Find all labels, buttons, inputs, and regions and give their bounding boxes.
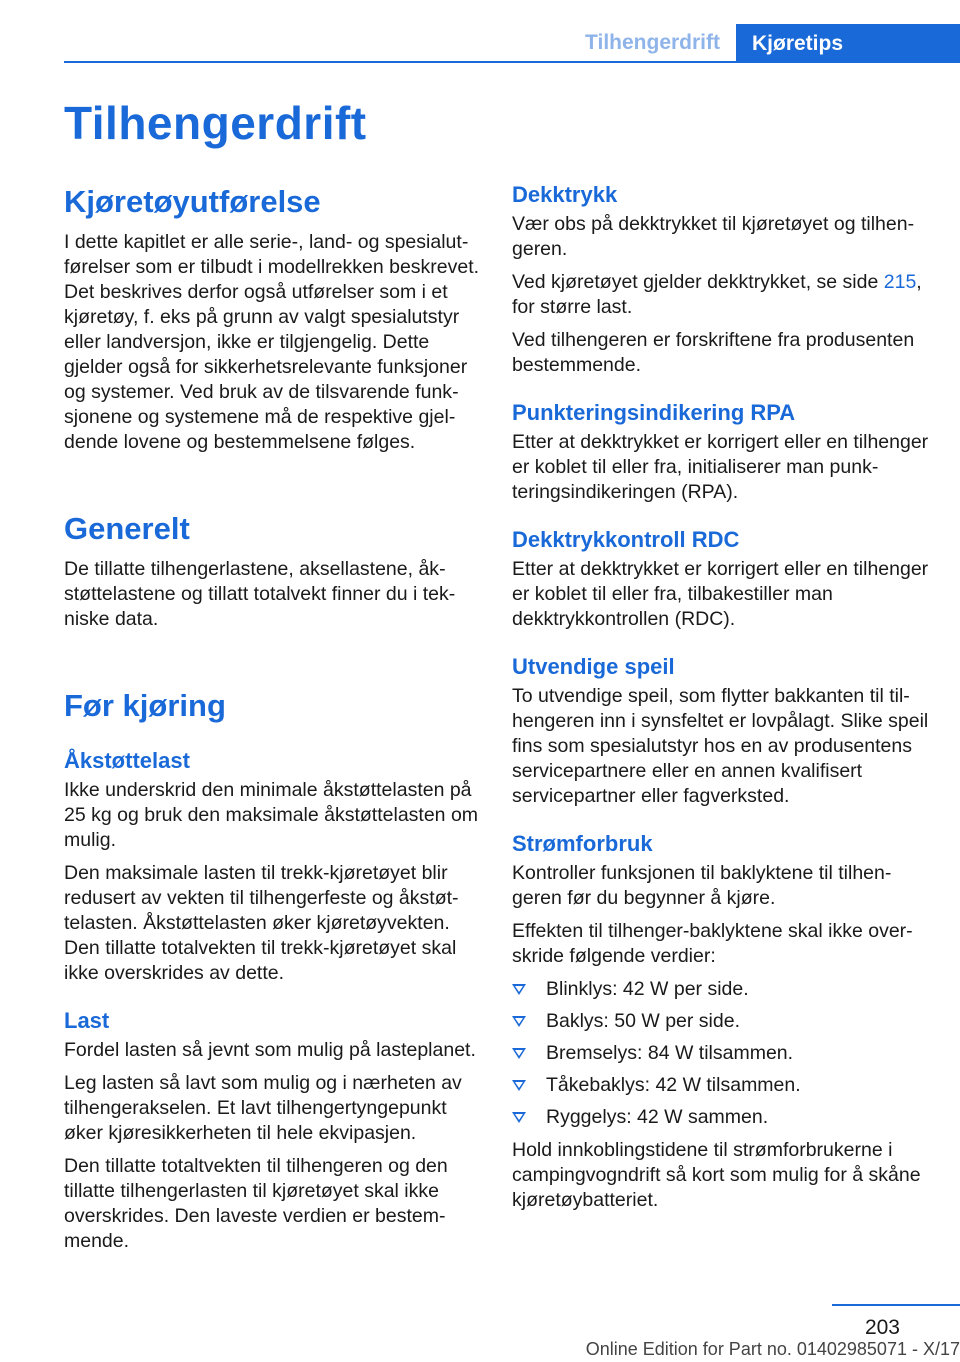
triangle-bullet-icon <box>512 1048 526 1059</box>
subheading-akstottelast: Åkstøttelast <box>64 748 190 773</box>
paragraph: Den maksimale lasten til trekk-kjøretøyet blir redusert av vekten til tilhengerfeste og åkstøttelasten. Åkstøttelasten øker kjøretøyvekten. Den tillatte totalvekten til trekk-kjøretøyet skal ikke overskrides av dette. <box>64 862 459 984</box>
edition-note: Online Edition for Part no. 01402985071 - X/17 <box>585 1339 960 1359</box>
subheading-dekktrykkontroll: Dekktrykkontroll RDC <box>512 527 740 552</box>
heading-generelt: Generelt <box>64 511 190 546</box>
list-item: Ryggelys: 42 W sammen. <box>512 1105 930 1130</box>
paragraph: I dette kapitlet er alle serie-, land- og spesialutførelser som er tilbudt i modellrekken beskrevet. Det beskrives derfor også utførelser som i et kjøretøy, f. eks på grunn av valgt spesialutstyr eller landversjon, ikke er tilgjengelig. Dette gjelder også for sikkerhetsrelevante funksjoner og systemer. Ved bruk av de tilsvarende funksjonene og systemene må de respektive gjeldende lovene og bestemmelsene følges. <box>64 231 480 453</box>
paragraph-text: , for større last. <box>512 271 922 318</box>
paragraph: Leg lasten så lavt som mulig og i nærheten av tilhengerakselen. Et lavt tilhengertyngepunkt øker kjøresikkerheten til hele ekvipasjen. <box>64 1072 462 1144</box>
list-item: Tåkebaklys: 42 W tilsammen. <box>512 1073 930 1098</box>
heading-for-kjoring: Før kjøring <box>64 688 226 723</box>
paragraph: To utvendige speil, som flytter bakkanten til tilhengeren inn i synsfeltet er lovpålagt. Slike speil fins som spesialutstyr hos en av produsentens servicepartnere eller en annen kvalifisert servicepartner eller fagverksted. <box>512 685 929 807</box>
page-title: Tilhengerdrift <box>64 97 367 149</box>
subheading-last: Last <box>64 1008 110 1033</box>
list-item: Baklys: 50 W per side. <box>512 1009 930 1034</box>
list-item: Bremselys: 84 W tilsammen. <box>512 1041 930 1066</box>
header-section-label: Tilhengerdrift <box>585 31 720 54</box>
triangle-bullet-icon <box>512 1080 526 1091</box>
paragraph: Ved tilhengeren er forskriftene fra produsenten bestemmende. <box>512 329 915 376</box>
subheading-punkteringsindikering: Punkteringsindikering RPA <box>512 400 796 425</box>
triangle-bullet-icon <box>512 1112 526 1123</box>
triangle-bullet-icon <box>512 1016 526 1027</box>
page-number: 203 <box>864 1316 900 1339</box>
paragraph: Etter at dekktrykket er korrigert eller en tilhenger er koblet til eller fra, tilbakestiller man dekktrykkontrollen (RDC). <box>512 558 929 630</box>
paragraph: Vær obs på dekktrykket til kjøretøyet og tilhengeren. <box>512 213 915 260</box>
list-item: Blinklys: 42 W per side. <box>512 977 930 1002</box>
header-chapter-tab: Kjøretips <box>736 24 960 63</box>
subheading-dekktrykk: Dekktrykk <box>512 182 618 207</box>
paragraph-text: Ved kjøretøyet gjelder dekktrykket, se side <box>512 271 884 293</box>
heading-kjoretoyutforelse: Kjøretøyutførelse <box>64 184 321 219</box>
paragraph-with-page-link <box>512 270 930 320</box>
page-reference-link[interactable]: 215 <box>883 271 917 293</box>
footer-rule <box>832 1304 960 1306</box>
power-limits-list <box>512 977 930 1130</box>
triangle-bullet-icon <box>512 984 526 995</box>
paragraph: Den tillatte totaltvekten til tilhengeren og den tillatte tilhengerlasten til kjøretøyet skal ikke overskrides. Den laveste verdien er bestemmende. <box>64 1155 448 1252</box>
right-column <box>512 180 930 1221</box>
paragraph: Kontroller funksjonen til baklyktene til tilhengeren før du begynner å kjøre. <box>512 862 892 909</box>
paragraph: Effekten til tilhenger-baklyktene skal ikke overskride følgende verdier: <box>512 920 913 967</box>
paragraph: De tillatte tilhengerlastene, aksellastene, åkstøttelastene og tillatt totalvekt finner du i tekniske data. <box>64 558 456 630</box>
paragraph: Hold innkoblingstidene til strømforbrukerne i campingvogndrift så kort som mulig for å skåne kjøretøybatteriet. <box>512 1139 921 1211</box>
subheading-stromforbruk: Strømforbruk <box>512 831 653 856</box>
paragraph: Fordel lasten så jevnt som mulig på lasteplanet. <box>64 1039 476 1061</box>
left-column <box>64 180 480 1262</box>
paragraph: Ikke underskrid den minimale åkstøttelasten på 25 kg og bruk den maksimale åkstøttelasten om mulig. <box>64 779 479 851</box>
paragraph: Etter at dekktrykket er korrigert eller en tilhenger er koblet til eller fra, initialiserer man punkteringsindikeringen (RPA). <box>512 431 929 503</box>
subheading-utvendige-speil: Utvendige speil <box>512 654 675 679</box>
